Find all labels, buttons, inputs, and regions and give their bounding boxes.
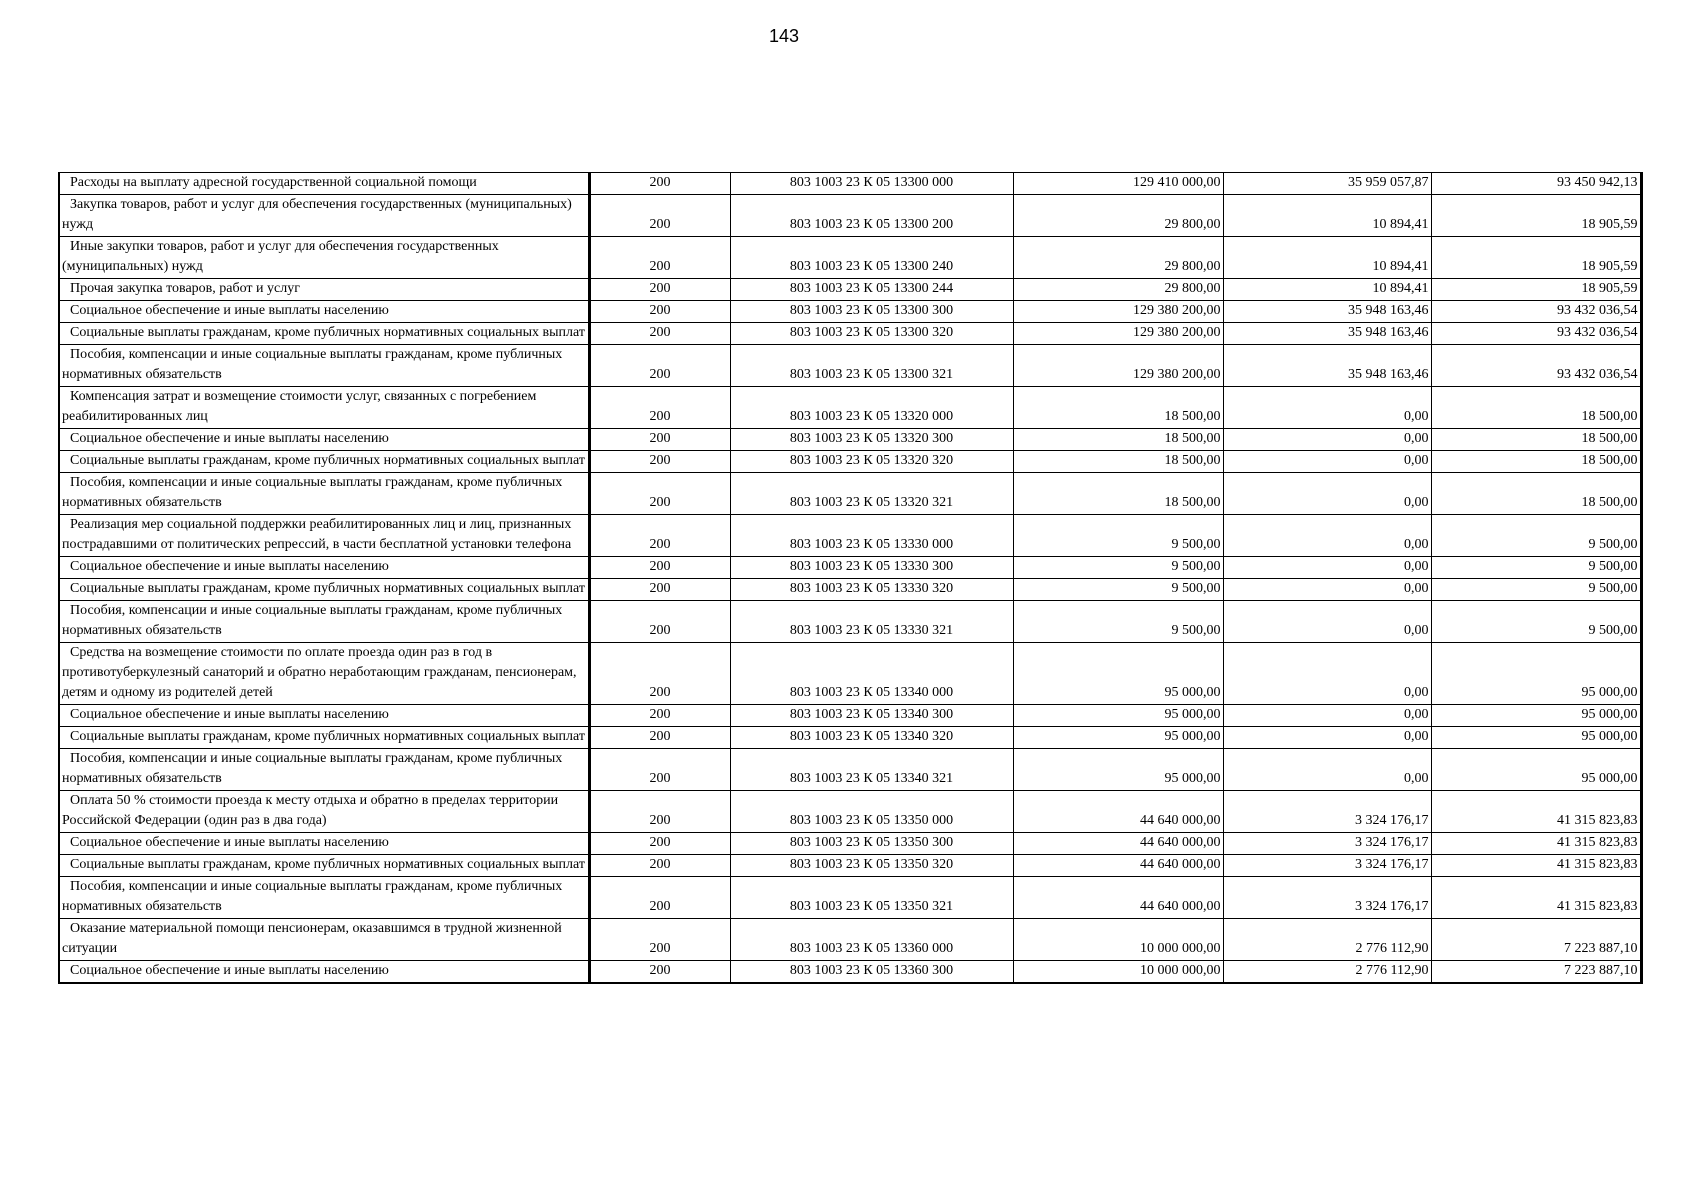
approved-amount-cell: 129 380 200,00 bbox=[1013, 345, 1223, 387]
budget-code-cell: 803 1003 23 К 05 13300 244 bbox=[730, 279, 1013, 301]
expense-table-body bbox=[59, 173, 1641, 984]
line-code-cell: 200 bbox=[589, 279, 730, 301]
executed-amount-cell: 10 894,41 bbox=[1223, 279, 1431, 301]
expense-name-cell bbox=[59, 749, 589, 791]
approved-amount-cell: 29 800,00 bbox=[1013, 237, 1223, 279]
approved-amount-cell: 95 000,00 bbox=[1013, 643, 1223, 705]
expense-name-text: Оказание материальной помощи пенсионерам, оказавшимся в трудной жизненной ситуации bbox=[62, 921, 562, 956]
budget-code-cell: 803 1003 23 К 05 13330 300 bbox=[730, 557, 1013, 579]
executed-amount-cell: 3 324 176,17 bbox=[1223, 791, 1431, 833]
expense-name-cell bbox=[59, 301, 589, 323]
expense-name-cell bbox=[59, 705, 589, 727]
page-number: 143 bbox=[768, 26, 800, 46]
executed-amount-cell: 0,00 bbox=[1223, 601, 1431, 643]
expense-name-cell bbox=[59, 919, 589, 961]
budget-code-cell: 803 1003 23 К 05 13340 321 bbox=[730, 749, 1013, 791]
budget-code-cell: 803 1003 23 К 05 13360 000 bbox=[730, 919, 1013, 961]
unexecuted-amount-cell: 7 223 887,10 bbox=[1431, 961, 1641, 984]
table-row bbox=[59, 833, 1641, 855]
line-code-cell: 200 bbox=[589, 345, 730, 387]
approved-amount-cell: 95 000,00 bbox=[1013, 749, 1223, 791]
approved-amount-cell: 44 640 000,00 bbox=[1013, 791, 1223, 833]
unexecuted-amount-cell: 41 315 823,83 bbox=[1431, 855, 1641, 877]
expense-name-cell bbox=[59, 515, 589, 557]
table-row bbox=[59, 301, 1641, 323]
expense-name-cell bbox=[59, 557, 589, 579]
approved-amount-cell: 9 500,00 bbox=[1013, 601, 1223, 643]
line-code-cell: 200 bbox=[589, 961, 730, 984]
approved-amount-cell: 29 800,00 bbox=[1013, 279, 1223, 301]
table-row bbox=[59, 387, 1641, 429]
expense-name-text: Социальные выплаты гражданам, кроме публичных нормативных социальных выплат bbox=[70, 857, 585, 872]
table-row bbox=[59, 323, 1641, 345]
table-row bbox=[59, 749, 1641, 791]
line-code-cell: 200 bbox=[589, 557, 730, 579]
executed-amount-cell: 0,00 bbox=[1223, 643, 1431, 705]
expense-table bbox=[58, 172, 1643, 984]
unexecuted-amount-cell: 9 500,00 bbox=[1431, 601, 1641, 643]
table-row bbox=[59, 173, 1641, 195]
budget-code-cell: 803 1003 23 К 05 13350 321 bbox=[730, 877, 1013, 919]
line-code-cell: 200 bbox=[589, 643, 730, 705]
expense-name-text: Социальное обеспечение и иные выплаты населению bbox=[70, 559, 389, 574]
expense-name-text: Пособия, компенсации и иные социальные выплаты гражданам, кроме публичных нормативных обязательств bbox=[62, 603, 563, 638]
executed-amount-cell: 0,00 bbox=[1223, 579, 1431, 601]
expense-name-cell bbox=[59, 961, 589, 984]
expense-name-text: Социальное обеспечение и иные выплаты населению bbox=[70, 431, 389, 446]
executed-amount-cell: 35 948 163,46 bbox=[1223, 323, 1431, 345]
expense-name-text: Средства на возмещение стоимости по оплате проезда один раз в год в противотуберкулезный санаторий и обратно неработающим гражданам, пенсионерам, детям и одному из родителей детей bbox=[62, 645, 577, 700]
approved-amount-cell: 44 640 000,00 bbox=[1013, 877, 1223, 919]
line-code-cell: 200 bbox=[589, 579, 730, 601]
table-row bbox=[59, 961, 1641, 984]
unexecuted-amount-cell: 95 000,00 bbox=[1431, 749, 1641, 791]
line-code-cell: 200 bbox=[589, 301, 730, 323]
line-code-cell: 200 bbox=[589, 833, 730, 855]
budget-code-cell: 803 1003 23 К 05 13350 320 bbox=[730, 855, 1013, 877]
approved-amount-cell: 129 380 200,00 bbox=[1013, 301, 1223, 323]
line-code-cell: 200 bbox=[589, 515, 730, 557]
executed-amount-cell: 35 948 163,46 bbox=[1223, 301, 1431, 323]
expense-name-text: Расходы на выплату адресной государственной социальной помощи bbox=[70, 175, 477, 190]
executed-amount-cell: 3 324 176,17 bbox=[1223, 877, 1431, 919]
line-code-cell: 200 bbox=[589, 601, 730, 643]
unexecuted-amount-cell: 95 000,00 bbox=[1431, 727, 1641, 749]
approved-amount-cell: 18 500,00 bbox=[1013, 473, 1223, 515]
expense-name-cell bbox=[59, 643, 589, 705]
unexecuted-amount-cell: 9 500,00 bbox=[1431, 579, 1641, 601]
line-code-cell: 200 bbox=[589, 237, 730, 279]
table-row bbox=[59, 557, 1641, 579]
table-row bbox=[59, 345, 1641, 387]
approved-amount-cell: 18 500,00 bbox=[1013, 429, 1223, 451]
approved-amount-cell: 10 000 000,00 bbox=[1013, 961, 1223, 984]
approved-amount-cell: 10 000 000,00 bbox=[1013, 919, 1223, 961]
table-row bbox=[59, 791, 1641, 833]
executed-amount-cell: 0,00 bbox=[1223, 557, 1431, 579]
expense-name-text: Пособия, компенсации и иные социальные выплаты гражданам, кроме публичных нормативных обязательств bbox=[62, 751, 563, 786]
budget-code-cell: 803 1003 23 К 05 13330 000 bbox=[730, 515, 1013, 557]
expense-name-cell bbox=[59, 791, 589, 833]
approved-amount-cell: 9 500,00 bbox=[1013, 515, 1223, 557]
unexecuted-amount-cell: 95 000,00 bbox=[1431, 705, 1641, 727]
unexecuted-amount-cell: 18 905,59 bbox=[1431, 195, 1641, 237]
table-row bbox=[59, 451, 1641, 473]
budget-code-cell: 803 1003 23 К 05 13340 300 bbox=[730, 705, 1013, 727]
unexecuted-amount-cell: 7 223 887,10 bbox=[1431, 919, 1641, 961]
approved-amount-cell: 9 500,00 bbox=[1013, 557, 1223, 579]
expense-name-text: Реализация мер социальной поддержки реабилитированных лиц и лиц, признанных пострадавшими от политических репрессий, в части бесплатной установки телефона bbox=[62, 517, 572, 552]
expense-name-cell bbox=[59, 579, 589, 601]
executed-amount-cell: 0,00 bbox=[1223, 473, 1431, 515]
executed-amount-cell: 2 776 112,90 bbox=[1223, 961, 1431, 984]
table-row bbox=[59, 601, 1641, 643]
unexecuted-amount-cell: 41 315 823,83 bbox=[1431, 791, 1641, 833]
table-row bbox=[59, 237, 1641, 279]
table-row bbox=[59, 473, 1641, 515]
unexecuted-amount-cell: 93 450 942,13 bbox=[1431, 173, 1641, 195]
expense-name-cell bbox=[59, 855, 589, 877]
expense-name-cell bbox=[59, 195, 589, 237]
unexecuted-amount-cell: 93 432 036,54 bbox=[1431, 301, 1641, 323]
table-row bbox=[59, 279, 1641, 301]
budget-code-cell: 803 1003 23 К 05 13340 000 bbox=[730, 643, 1013, 705]
line-code-cell: 200 bbox=[589, 173, 730, 195]
unexecuted-amount-cell: 18 905,59 bbox=[1431, 279, 1641, 301]
line-code-cell: 200 bbox=[589, 791, 730, 833]
executed-amount-cell: 35 959 057,87 bbox=[1223, 173, 1431, 195]
approved-amount-cell: 18 500,00 bbox=[1013, 451, 1223, 473]
expense-name-cell bbox=[59, 237, 589, 279]
line-code-cell: 200 bbox=[589, 855, 730, 877]
approved-amount-cell: 129 410 000,00 bbox=[1013, 173, 1223, 195]
expense-name-text: Социальное обеспечение и иные выплаты населению bbox=[70, 835, 389, 850]
unexecuted-amount-cell: 95 000,00 bbox=[1431, 643, 1641, 705]
approved-amount-cell: 129 380 200,00 bbox=[1013, 323, 1223, 345]
line-code-cell: 200 bbox=[589, 195, 730, 237]
expense-name-text: Социальные выплаты гражданам, кроме публичных нормативных социальных выплат bbox=[70, 453, 585, 468]
budget-code-cell: 803 1003 23 К 05 13320 321 bbox=[730, 473, 1013, 515]
budget-code-cell: 803 1003 23 К 05 13320 300 bbox=[730, 429, 1013, 451]
line-code-cell: 200 bbox=[589, 919, 730, 961]
budget-code-cell: 803 1003 23 К 05 13300 320 bbox=[730, 323, 1013, 345]
table-row bbox=[59, 643, 1641, 705]
table-row bbox=[59, 727, 1641, 749]
approved-amount-cell: 9 500,00 bbox=[1013, 579, 1223, 601]
unexecuted-amount-cell: 9 500,00 bbox=[1431, 557, 1641, 579]
line-code-cell: 200 bbox=[589, 429, 730, 451]
unexecuted-amount-cell: 41 315 823,83 bbox=[1431, 833, 1641, 855]
unexecuted-amount-cell: 93 432 036,54 bbox=[1431, 345, 1641, 387]
executed-amount-cell: 10 894,41 bbox=[1223, 237, 1431, 279]
executed-amount-cell: 0,00 bbox=[1223, 705, 1431, 727]
executed-amount-cell: 0,00 bbox=[1223, 387, 1431, 429]
table-row bbox=[59, 877, 1641, 919]
line-code-cell: 200 bbox=[589, 451, 730, 473]
table-row bbox=[59, 195, 1641, 237]
budget-code-cell: 803 1003 23 К 05 13330 320 bbox=[730, 579, 1013, 601]
budget-code-cell: 803 1003 23 К 05 13300 240 bbox=[730, 237, 1013, 279]
executed-amount-cell: 0,00 bbox=[1223, 451, 1431, 473]
budget-code-cell: 803 1003 23 К 05 13300 200 bbox=[730, 195, 1013, 237]
unexecuted-amount-cell: 18 500,00 bbox=[1431, 451, 1641, 473]
expense-name-cell bbox=[59, 173, 589, 195]
expense-name-cell bbox=[59, 473, 589, 515]
table-row bbox=[59, 579, 1641, 601]
budget-code-cell: 803 1003 23 К 05 13360 300 bbox=[730, 961, 1013, 984]
expense-name-cell bbox=[59, 877, 589, 919]
expense-name-cell bbox=[59, 833, 589, 855]
budget-code-cell: 803 1003 23 К 05 13300 300 bbox=[730, 301, 1013, 323]
line-code-cell: 200 bbox=[589, 323, 730, 345]
unexecuted-amount-cell: 18 500,00 bbox=[1431, 429, 1641, 451]
expense-name-text: Социальное обеспечение и иные выплаты населению bbox=[70, 963, 389, 978]
executed-amount-cell: 3 324 176,17 bbox=[1223, 855, 1431, 877]
expense-name-cell bbox=[59, 279, 589, 301]
approved-amount-cell: 29 800,00 bbox=[1013, 195, 1223, 237]
expense-name-text: Иные закупки товаров, работ и услуг для обеспечения государственных (муниципальных) нужд bbox=[62, 239, 499, 274]
line-code-cell: 200 bbox=[589, 473, 730, 515]
unexecuted-amount-cell: 41 315 823,83 bbox=[1431, 877, 1641, 919]
approved-amount-cell: 44 640 000,00 bbox=[1013, 833, 1223, 855]
expense-name-cell bbox=[59, 323, 589, 345]
expense-name-text: Пособия, компенсации и иные социальные выплаты гражданам, кроме публичных нормативных обязательств bbox=[62, 475, 563, 510]
unexecuted-amount-cell: 9 500,00 bbox=[1431, 515, 1641, 557]
table-row bbox=[59, 705, 1641, 727]
line-code-cell: 200 bbox=[589, 387, 730, 429]
executed-amount-cell: 0,00 bbox=[1223, 727, 1431, 749]
expense-name-text: Прочая закупка товаров, работ и услуг bbox=[70, 281, 300, 296]
expense-name-cell bbox=[59, 601, 589, 643]
approved-amount-cell: 95 000,00 bbox=[1013, 705, 1223, 727]
approved-amount-cell: 18 500,00 bbox=[1013, 387, 1223, 429]
budget-code-cell: 803 1003 23 К 05 13300 321 bbox=[730, 345, 1013, 387]
expense-name-cell bbox=[59, 727, 589, 749]
expense-name-cell bbox=[59, 429, 589, 451]
unexecuted-amount-cell: 18 500,00 bbox=[1431, 387, 1641, 429]
expense-name-text: Социальные выплаты гражданам, кроме публичных нормативных социальных выплат bbox=[70, 729, 585, 744]
budget-code-cell: 803 1003 23 К 05 13300 000 bbox=[730, 173, 1013, 195]
budget-code-cell: 803 1003 23 К 05 13320 000 bbox=[730, 387, 1013, 429]
executed-amount-cell: 0,00 bbox=[1223, 515, 1431, 557]
line-code-cell: 200 bbox=[589, 727, 730, 749]
approved-amount-cell: 95 000,00 bbox=[1013, 727, 1223, 749]
executed-amount-cell: 35 948 163,46 bbox=[1223, 345, 1431, 387]
table-row bbox=[59, 515, 1641, 557]
table-row bbox=[59, 919, 1641, 961]
budget-code-cell: 803 1003 23 К 05 13350 300 bbox=[730, 833, 1013, 855]
expense-name-text: Закупка товаров, работ и услуг для обеспечения государственных (муниципальных) нужд bbox=[62, 197, 572, 232]
unexecuted-amount-cell: 18 500,00 bbox=[1431, 473, 1641, 515]
unexecuted-amount-cell: 18 905,59 bbox=[1431, 237, 1641, 279]
budget-code-cell: 803 1003 23 К 05 13350 000 bbox=[730, 791, 1013, 833]
executed-amount-cell: 10 894,41 bbox=[1223, 195, 1431, 237]
expense-name-cell bbox=[59, 387, 589, 429]
executed-amount-cell: 3 324 176,17 bbox=[1223, 833, 1431, 855]
expense-name-text: Социальные выплаты гражданам, кроме публичных нормативных социальных выплат bbox=[70, 325, 585, 340]
budget-code-cell: 803 1003 23 К 05 13340 320 bbox=[730, 727, 1013, 749]
unexecuted-amount-cell: 93 432 036,54 bbox=[1431, 323, 1641, 345]
expense-name-cell bbox=[59, 345, 589, 387]
executed-amount-cell: 0,00 bbox=[1223, 429, 1431, 451]
expense-name-text: Пособия, компенсации и иные социальные выплаты гражданам, кроме публичных нормативных обязательств bbox=[62, 879, 563, 914]
executed-amount-cell: 2 776 112,90 bbox=[1223, 919, 1431, 961]
executed-amount-cell: 0,00 bbox=[1223, 749, 1431, 791]
table-row bbox=[59, 855, 1641, 877]
expense-name-text: Социальное обеспечение и иные выплаты населению bbox=[70, 707, 389, 722]
line-code-cell: 200 bbox=[589, 877, 730, 919]
budget-code-cell: 803 1003 23 К 05 13320 320 bbox=[730, 451, 1013, 473]
expense-name-text: Социальные выплаты гражданам, кроме публичных нормативных социальных выплат bbox=[70, 581, 585, 596]
line-code-cell: 200 bbox=[589, 705, 730, 727]
expense-name-cell bbox=[59, 451, 589, 473]
line-code-cell: 200 bbox=[589, 749, 730, 791]
expense-name-text: Компенсация затрат и возмещение стоимости услуг, связанных с погребением реабилитированных лиц bbox=[62, 389, 537, 424]
expense-name-text: Социальное обеспечение и иные выплаты населению bbox=[70, 303, 389, 318]
approved-amount-cell: 44 640 000,00 bbox=[1013, 855, 1223, 877]
budget-code-cell: 803 1003 23 К 05 13330 321 bbox=[730, 601, 1013, 643]
expense-name-text: Пособия, компенсации и иные социальные выплаты гражданам, кроме публичных нормативных обязательств bbox=[62, 347, 563, 382]
expense-name-text: Оплата 50 % стоимости проезда к месту отдыха и обратно в пределах территории Российской Федерации (один раз в два года) bbox=[62, 793, 559, 828]
table-row bbox=[59, 429, 1641, 451]
